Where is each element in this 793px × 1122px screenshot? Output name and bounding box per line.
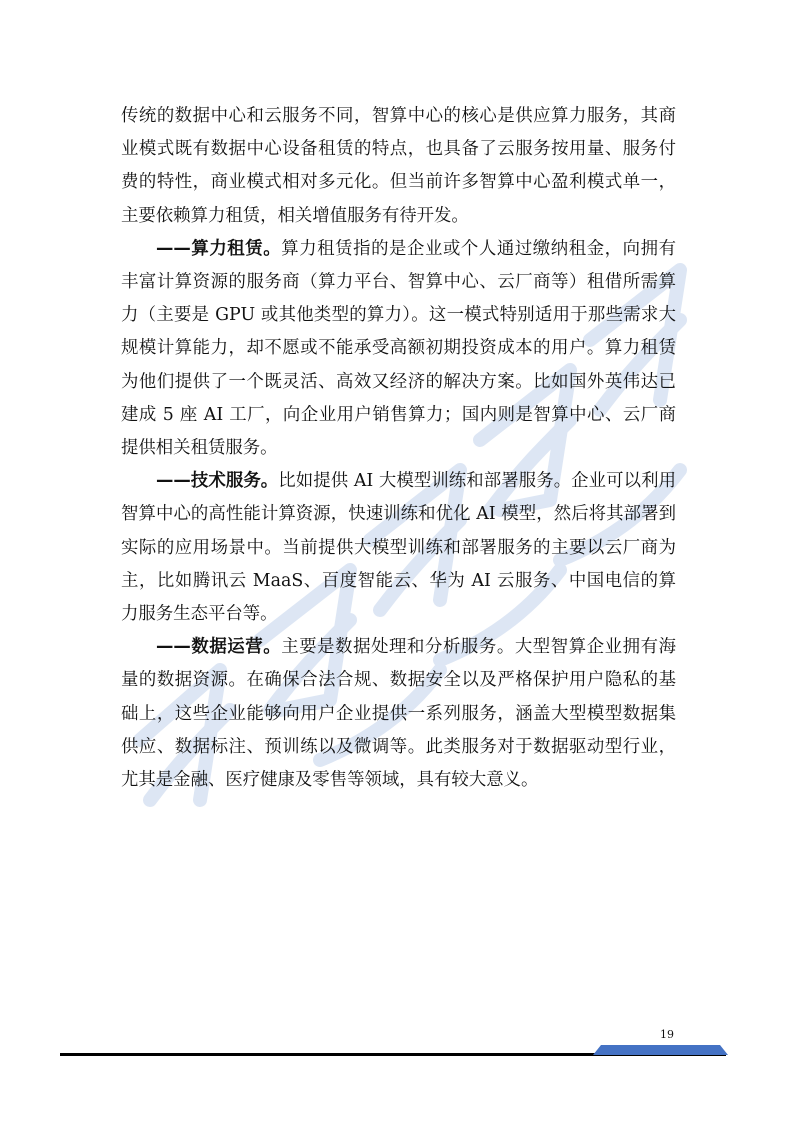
paragraph-compute-leasing <box>121 233 676 465</box>
paragraph-lead: ——技术服务。 <box>156 471 279 492</box>
paragraph-technical-services <box>121 465 676 631</box>
paragraph-intro <box>121 100 676 233</box>
paragraph-data-operations <box>121 631 676 797</box>
paragraph-text: 算力租赁指的是企业或个人通过缴纳租金，向拥有丰富计算资源的服务商（算力平台、智算中心、云厂商等）租借所需算力（主要是 GPU 或其他类型的算力）。这一模式特别适用于那些需求大规模计算能力，却不愿或不能承受高额初期投资成本的用户。算力租赁为他们提供了一个既灵活、高效又经济的解决方案。比如国外英伟达已建成 5 座 AI 工厂，向企业用户销售算力；国内则是智算中心、云厂商提供相关租赁服务。 <box>121 238 676 459</box>
body-text <box>121 100 676 797</box>
paragraph-lead: ——数据运营。 <box>156 637 282 658</box>
paragraph-text: 比如提供 AI 大模型训练和部署服务。企业可以利用智算中心的高性能计算资源，快速训练和优化 AI 模型，然后将其部署到实际的应用场景中。当前提供大模型训练和部署服务的主要以云厂商为主，比如腾讯云 MaaS、百度智能云、华为 AI 云服务、中国电信的算力服务生态平台等。 <box>121 471 676 625</box>
paragraph-text: 传统的数据中心和云服务不同，智算中心的核心是供应算力服务，其商业模式既有数据中心设备租赁的特点，也具备了云服务按用量、服务付费的特性，商业模式相对多元化。但当前许多智算中心盈利模式单一，主要依赖算力租赁，相关增值服务有待开发。 <box>121 106 676 226</box>
page-number: 19 <box>660 1028 674 1041</box>
paragraph-lead: ——算力租赁。 <box>156 238 282 259</box>
footer-accent-tab <box>593 1045 728 1055</box>
paragraph-text: 主要是数据处理和分析服务。大型智算企业拥有海量的数据资源。在确保合法合规、数据安全以及严格保护用户隐私的基础上，这些企业能够向用户企业提供一系列服务，涵盖大型模型数据集供应、数据标注、预训练以及微调等。此类服务对于数据驱动型行业，尤其是金融、医疗健康及零售等领域，具有较大意义。 <box>121 637 676 791</box>
